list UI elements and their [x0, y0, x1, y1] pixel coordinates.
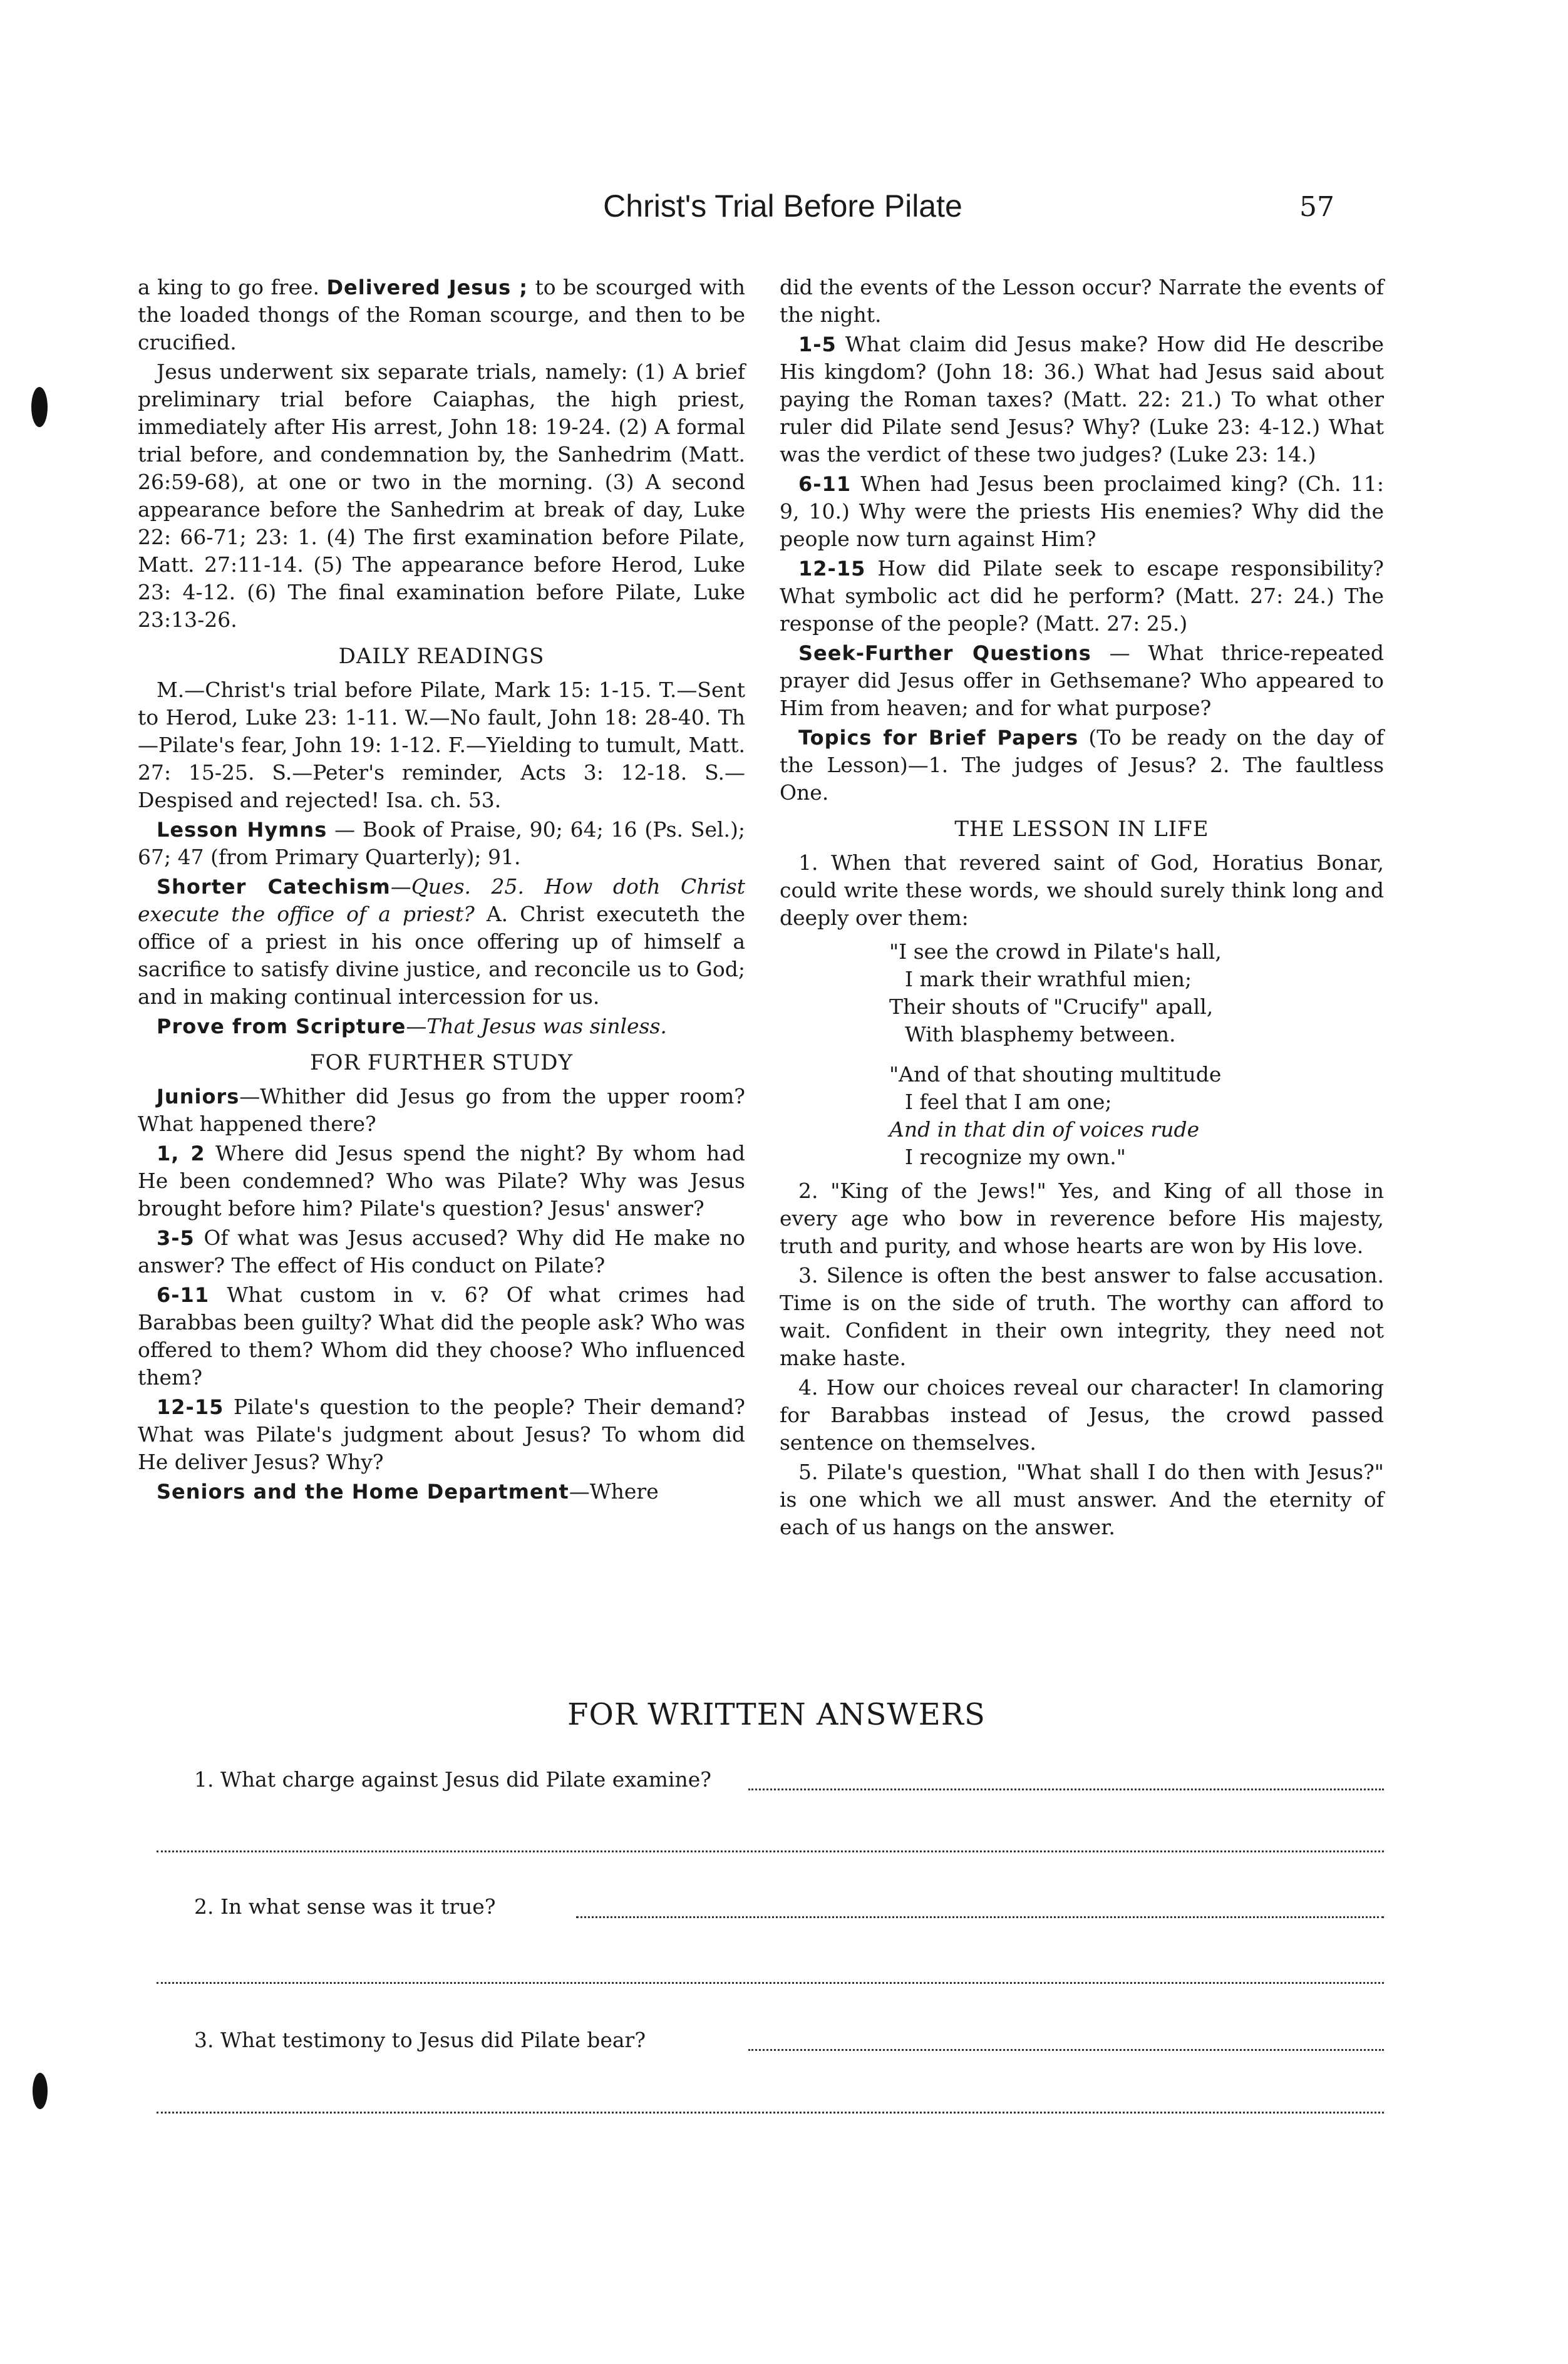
- right-column: [780, 274, 1384, 1543]
- poem-line: And in that din of voices rude: [889, 1117, 1200, 1142]
- seniors: Seniors and the Home Department—Where: [157, 1479, 659, 1504]
- section-heading-lesson-in-life: THE LESSON IN LIFE: [954, 817, 1209, 842]
- paragraph: did the events of the Lesson occur? Narrate the events of the night.: [780, 275, 1384, 327]
- answer-line[interactable]: [157, 2112, 1384, 2114]
- poem: [780, 938, 1384, 1171]
- lesson-point-1: 1. When that revered saint of God, Horatius Bonar, could write these words, we should surely think long and deeply over them:: [780, 850, 1384, 930]
- question-12-15: 12-15 Pilate's question to the people? Their demand? What was Pilate's judgment about Jesus? To whom did He deliver Jesus? Why?: [138, 1395, 745, 1474]
- prove-from-scripture: Prove from Scripture—That Jesus was sinless.: [157, 1014, 667, 1038]
- poem-line: I mark their wrathful mien;: [905, 967, 1192, 991]
- question-12-15: 12-15 How did Pilate seek to escape responsibility? What symbolic act did he perform? (Matt. 27: 24.) The response of the people? (Matt. 27: 25.): [780, 556, 1384, 636]
- section-heading-further-study: FOR FURTHER STUDY: [309, 1050, 573, 1075]
- scan-spot: [33, 2073, 48, 2109]
- question-3-5: 3-5 Of what was Jesus accused? Why did He make no answer? The effect of His conduct on Pilate?: [138, 1226, 745, 1277]
- answer-line[interactable]: [157, 1982, 1384, 1984]
- poem-line: "And of that shouting multitude: [889, 1062, 1222, 1087]
- written-question-3: 3. What testimony to Jesus did Pilate bear?: [194, 2028, 646, 2052]
- written-question-2: 2. In what sense was it true?: [194, 1894, 496, 1919]
- question-1-2: 1, 2 Where did Jesus spend the night? By whom had He been condemned? Who was Pilate? Why was Jesus brought before him? Pilate's question? Jesus' answer?: [138, 1141, 746, 1221]
- lesson-point-5: 5. Pilate's question, "What shall I do then with Jesus?" is one which we all must answer. And the eternity of each of us hangs on the answer.: [780, 1460, 1384, 1539]
- poem-line: Their shouts of "Crucify" apall,: [889, 994, 1214, 1019]
- scan-spot: [31, 387, 48, 427]
- poem-line: With blasphemy between.: [905, 1022, 1176, 1046]
- lesson-point-2: 2. "King of the Jews!" Yes, and King of all those in every age who bow in reverence before His majesty, truth and purity, and whose hearts are won by His love.: [780, 1179, 1384, 1258]
- answer-line[interactable]: [748, 2049, 1384, 2051]
- written-question-1: 1. What charge against Jesus did Pilate examine?: [194, 1767, 711, 1792]
- page-number: 57: [1299, 191, 1334, 223]
- paragraph-trials: Jesus underwent six separate trials, namely: (1) A brief preliminary trial before Caiaphas, the high priest, immediately after His arrest, John 18: 19-24. (2) A formal trial before, and condemnation by, the Sanhedrim (Matt. 26:59-68), at one or two in the morning. (3) A second appearance before the Sanhedrim at break of day, Luke 22: 66-71; 23: 1. (4) The first examination before Pilate, Matt. 27:11-14. (5) The appearance before Herod, Luke 23: 4-12. (6) The final examination before Pilate, Luke 23:13-26.: [138, 359, 745, 632]
- answer-line[interactable]: [576, 1916, 1384, 1918]
- paragraph: a king to go free. Delivered Jesus ; to be scourged with the loaded thongs of the Roman scourge, and then to be crucified.: [138, 275, 746, 354]
- page-title: Christ's Trial Before Pilate: [603, 188, 962, 224]
- juniors: Juniors—Whither did Jesus go from the upper room? What happened there?: [138, 1084, 745, 1136]
- lesson-hymns: Lesson Hymns — Book of Praise, 90; 64; 16 (Ps. Sel.); 67; 47 (from Primary Quarterly); 91.: [138, 817, 746, 869]
- answer-line[interactable]: [157, 1850, 1384, 1852]
- question-6-11: 6-11 When had Jesus been proclaimed king? (Ch. 11: 9, 10.) Why were the priests His enemies? Why did the people now turn against Him?: [780, 472, 1384, 551]
- poem-line: "I see the crowd in Pilate's hall,: [889, 939, 1222, 964]
- topics-for-brief-papers: Topics for Brief Papers (To be ready on the day of the Lesson)—1. The judges of Jesus? 2. The faultless One.: [780, 725, 1384, 805]
- shorter-catechism: Shorter Catechism—Ques. 25. How doth Christ execute the office of a priest? A. Christ executeth the office of a priest in his once offering up of himself a sacrifice to satisfy divine justice, and reconcile us to God; and in making continual intercession for us.: [138, 874, 745, 1009]
- question-1-5: 1-5 What claim did Jesus make? How did He describe His kingdom? (John 18: 36.) What had Jesus said about paying the Roman taxes? (Matt. 22: 21.) To what other ruler did Pilate send Jesus? Why? (Luke 23: 4-12.) What was the verdict of these two judges? (Luke 23: 14.): [780, 332, 1384, 467]
- left-column: [138, 274, 745, 1507]
- poem-line: I feel that I am one;: [905, 1090, 1112, 1114]
- lesson-point-4: 4. How our choices reveal our character! In clamoring for Barabbas instead of Jesus, the crowd passed sentence on themselves.: [780, 1375, 1384, 1455]
- question-6-11: 6-11 What custom in v. 6? Of what crimes had Barabbas been guilty? What did the people ask? Who was offered to them? Whom did they choose? Who influenced them?: [138, 1283, 745, 1390]
- written-answers-heading: FOR WRITTEN ANSWERS: [567, 1697, 986, 1732]
- poem-line: I recognize my own.": [905, 1145, 1126, 1169]
- answer-line[interactable]: [748, 1788, 1384, 1790]
- seek-further-questions: Seek-Further Questions — What thrice-repeated prayer did Jesus offer in Gethsemane? Who appeared to Him from heaven; and for what purpose?: [780, 641, 1384, 720]
- daily-readings: M.—Christ's trial before Pilate, Mark 15: 1-15. T.—Sent to Herod, Luke 23: 1-11. W.—No fault, John 18: 28-40. Th—Pilate's fear, John 19: 1-12. F.—Yielding to tumult, Matt. 27: 15-25. S.—Peter's reminder, Acts 3: 12-18. S.—Despised and rejected! Isa. ch. 53.: [138, 678, 745, 812]
- section-heading-daily-readings: DAILY READINGS: [338, 644, 545, 669]
- lesson-point-3: 3. Silence is often the best answer to false accusation. Time is on the side of truth. The worthy can afford to wait. Confident in their own integrity, they need not make haste.: [780, 1263, 1384, 1370]
